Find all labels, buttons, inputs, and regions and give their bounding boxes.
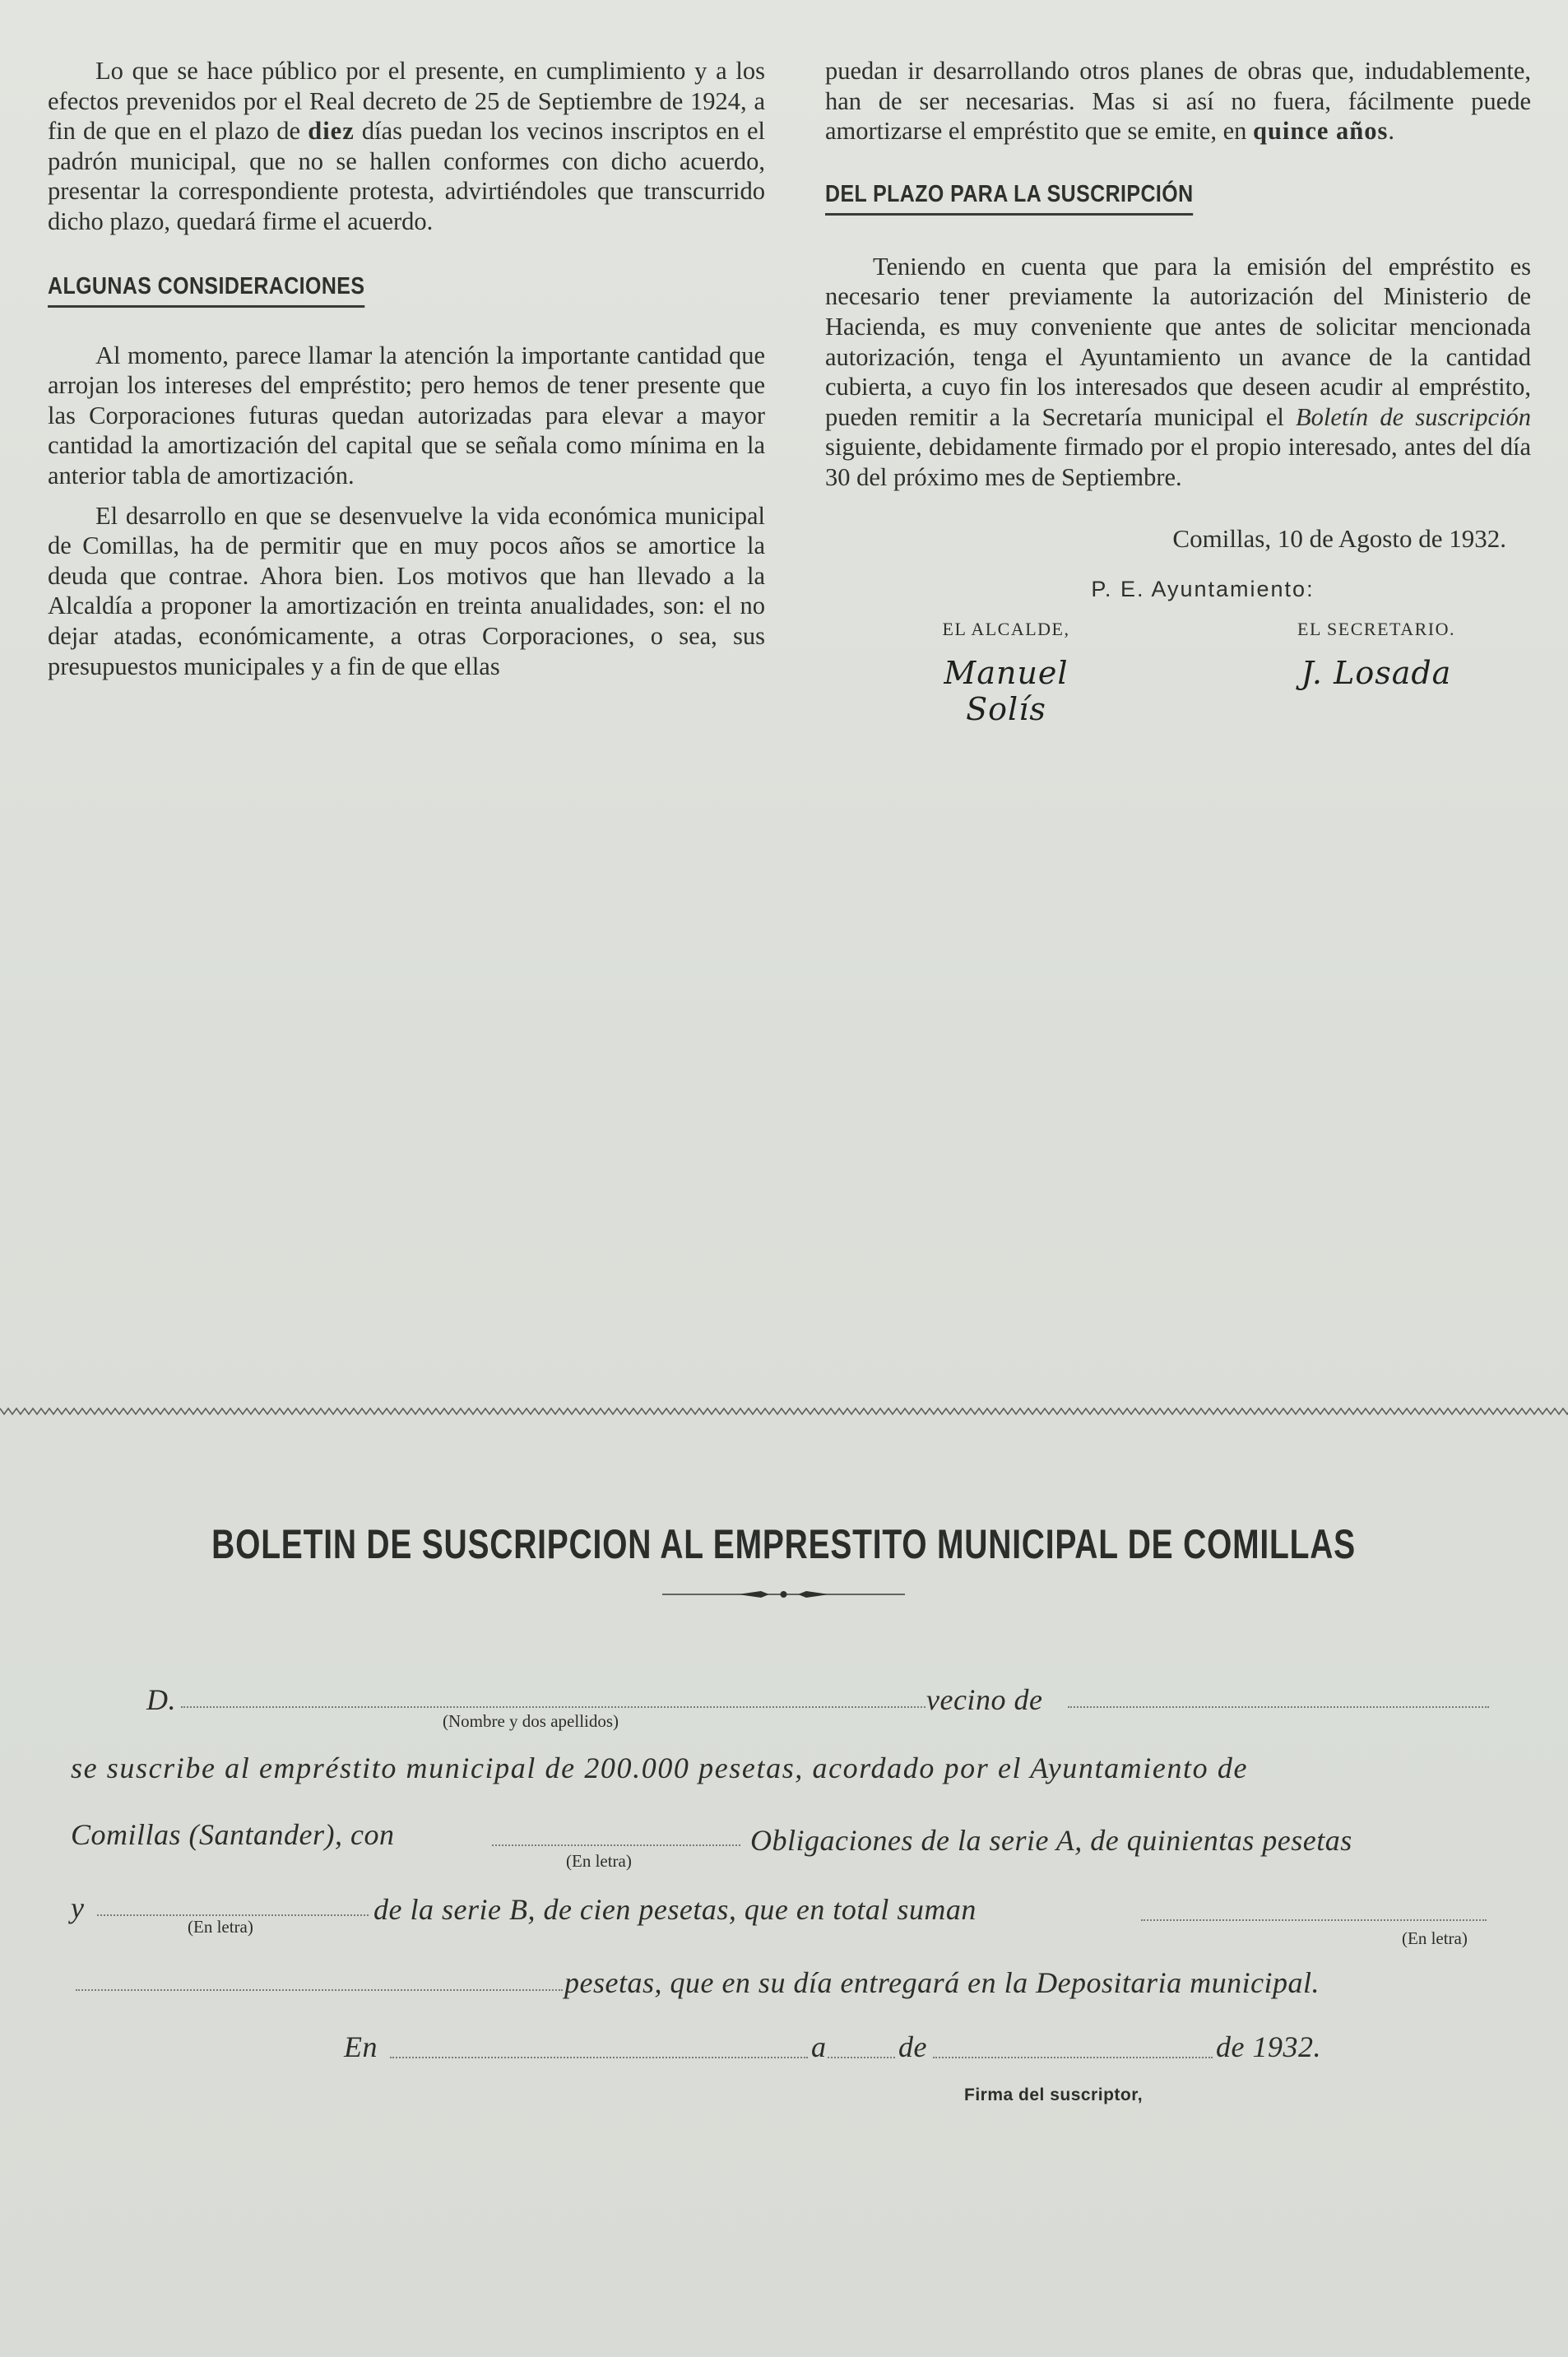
- heading-wrapper: [48, 273, 765, 308]
- secretario-title: EL SECRETARIO.: [1297, 618, 1455, 639]
- secretario-signature: [1261, 619, 1491, 691]
- paragraph-intereses: Al momento, parece llamar la atención la importante cantidad que arrojan los intereses del empréstito; pero hemos de tener presente que las Corporaciones futuras quedan autorizadas para elevar a mayor cantidad la amortización del capital que se señala como mínima en la anterior tabla de amortización.: [48, 341, 765, 489]
- en-letra-hint: (En letra): [566, 1851, 632, 1871]
- de-label: de: [898, 2030, 927, 2063]
- right-column: [825, 56, 1531, 727]
- nombre-hint: (Nombre y dos apellidos): [443, 1711, 619, 1731]
- italic-text: Boletín de suscripción: [1296, 402, 1531, 431]
- d-label: D.: [146, 1683, 176, 1716]
- en-letra-hint: (En letra): [188, 1917, 253, 1937]
- vecino-field[interactable]: [1068, 1706, 1489, 1708]
- vecino-label: vecino de: [926, 1683, 1043, 1716]
- paragraph-text: Teniendo en cuenta que para la emisión del empréstito es necesario tener previamente la autorización del Ministerio de Hacienda, es muy conveniente que antes de solicitar mencionada autorización, tenga el Ayuntamiento un avance de la cantidad cubierta, a cuyo fin los interesados que deseen acudir al empréstito, pueden remitir a la Secretaría municipal el: [825, 252, 1531, 431]
- section-heading-consideraciones: ALGUNAS CONSIDERACIONES: [48, 273, 364, 308]
- paragraph-text: puedan ir desarrollando otros planes de obras que, indudablemente, han de ser necesarias. Mas si así no fuera, fácilmente puede amortizarse el empréstito que se emite, en: [825, 57, 1531, 146]
- form-title-text: BOLETIN DE SUSCRIPCION AL EMPRESTITO MUNICIPAL DE COMILLAS: [211, 1521, 1357, 1567]
- heading-wrapper: [825, 181, 1531, 216]
- year-label: de 1932.: [1216, 2030, 1321, 2063]
- a-label: a: [811, 2030, 827, 2063]
- dia-field[interactable]: [828, 2057, 895, 2058]
- firma-label: Firma del suscriptor,: [964, 2086, 1144, 2104]
- paragraph-publication: [48, 56, 765, 237]
- paragraph-text: .: [1388, 117, 1395, 146]
- total-field[interactable]: [1141, 1919, 1487, 1921]
- form-title: [0, 1520, 1568, 1568]
- name-field[interactable]: [181, 1706, 925, 1708]
- alcalde-signature: [907, 619, 1105, 727]
- serie-a-label: Obligaciones de la serie A, de quinientas pesetas: [750, 1824, 1352, 1857]
- y-label: y: [71, 1891, 85, 1924]
- mes-field[interactable]: [933, 2057, 1213, 2058]
- secretario-name: J. Losada: [1301, 654, 1452, 691]
- ornament-divider: [662, 1588, 905, 1601]
- suscribe-line: se suscribe al empréstito municipal de 200.000 pesetas, acordado por el Ayuntamiento de: [71, 1752, 1249, 1784]
- serie-b-label: de la serie B, de cien pesetas, que en total suman: [373, 1893, 977, 1926]
- signatures: [825, 618, 1531, 727]
- entrega-line: pesetas, que en su día entregará en la Depositaria municipal.: [564, 1966, 1320, 1999]
- paragraph-text: días puedan los vecinos inscriptos en el padrón municipal, que no se hallen conformes con dicho acuerdo, presentar la correspondiente protesta, advirtiéndoles que transcurrido dicho plazo, quedará firme el acuerdo.: [48, 117, 766, 235]
- total-letra-field[interactable]: [76, 1989, 563, 1991]
- paragraph-desarrollo: El desarrollo en que se desenvuelve la vida económica municipal de Comillas, ha de permitir que en muy pocos años se amortice la deuda que contrae. Ahora bien. Los motivos que han llevado a la Alcaldía a proponer la amortización en treinta anualidades, son: el no dejar atadas, económicamente, a otras Corporaciones, o sea, sus presupuestos municipales y a fin de que ellas: [48, 501, 765, 680]
- comillas-label: Comillas (Santander), con: [71, 1818, 395, 1851]
- alcalde-name: Manuel Solís: [944, 654, 1069, 727]
- paragraph-plazo: [825, 252, 1531, 493]
- en-letra-hint: (En letra): [1402, 1928, 1468, 1948]
- paragraph-obras: [825, 56, 1531, 146]
- date-line: Comillas, 10 de Agosto de 1932.: [1172, 523, 1506, 553]
- serie-b-field[interactable]: [97, 1914, 369, 1916]
- paragraph-text: Lo que se hace público por el presente, en cumplimiento y a los efectos prevenidos por el Real decreto de 25 de Septiembre de 1924, a fin de que en el plazo de: [48, 57, 765, 146]
- alcalde-title: EL ALCALDE,: [942, 618, 1070, 639]
- perforation-line: [0, 1405, 1568, 1417]
- left-column: [48, 56, 765, 681]
- section-heading-plazo: DEL PLAZO PARA LA SUSCRIPCIÓN: [825, 181, 1194, 216]
- paragraph-text: siguiente, debidamente firmado por el propio interesado, antes del día 30 del próximo mes de Septiembre.: [825, 433, 1531, 491]
- en-label: En: [344, 2030, 378, 2063]
- obligaciones-a-field[interactable]: [492, 1844, 740, 1846]
- bold-text: diez: [308, 117, 355, 146]
- ayuntamiento-label: P. E. Ayuntamiento:: [1091, 576, 1315, 601]
- bold-text: quince años: [1253, 117, 1389, 146]
- lugar-field[interactable]: [390, 2057, 808, 2058]
